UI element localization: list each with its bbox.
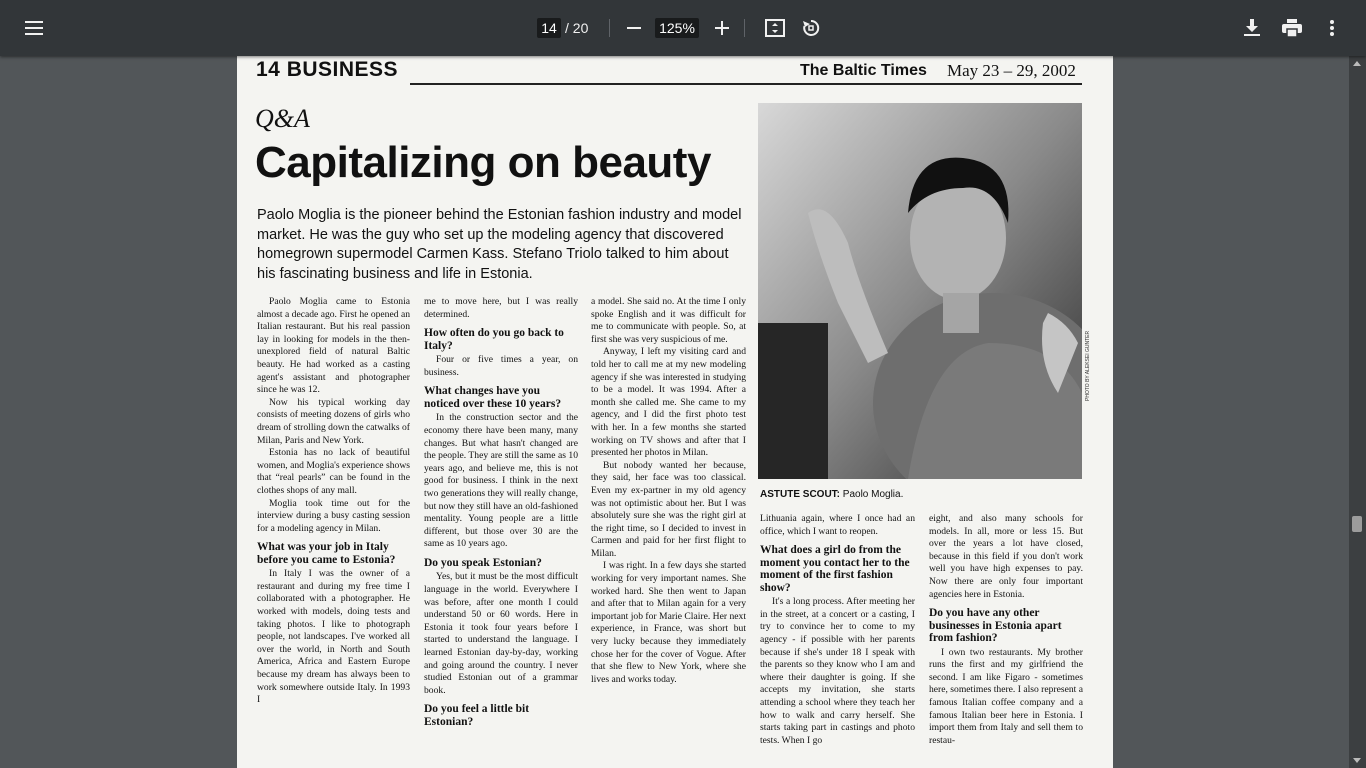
text-column-5: [929, 513, 1083, 747]
download-button[interactable]: [1238, 14, 1266, 42]
text-column-4: [760, 513, 915, 747]
toolbar-divider: [744, 19, 745, 37]
scrollbar-thumb[interactable]: [1352, 516, 1362, 532]
question-heading: Do you feel a little bit Estonian?: [424, 703, 530, 728]
fit-to-page-button[interactable]: [761, 14, 789, 42]
paragraph: Yes, but it must be the most difficult language in the world. Everywhere I was before, after one month I could understand 50 or 60 words. Here in Estonia it took four years before I started to understand the language. I learned Estonian day-by-day, working and going around the country. I never studied Estonian out of a grammar book.: [424, 571, 578, 696]
headline: Capitalizing on beauty: [255, 138, 711, 187]
paragraph: Estonia has no lack of beautiful women, and Moglia's experience shows that “real pearls” can be found in the clothes shops of any mall.: [257, 447, 410, 496]
minus-icon: [627, 21, 641, 35]
more-vert-icon: [1330, 20, 1334, 36]
paragraph: In the construction sector and the economy there have been many, many changes. But what hasn't changed are the people. They are still the same as 10 years ago, and believe me, this is not good for business. I think in the next two generations they will really change, but now they still have an old-fashioned mentality. Young people are a little different, but those over 30 are the same as 10 years ago.: [424, 412, 579, 550]
rotate-icon: [801, 18, 821, 38]
paragraph: Lithuania again, where I once had an office, which I want to reopen.: [760, 513, 915, 537]
download-icon: [1244, 19, 1260, 37]
fit-page-icon: [765, 19, 785, 37]
paragraph: Paolo Moglia came to Estonia almost a decade ago. First he opened an Italian restaurant. But his real passion lay in looking for models in the then-unexplored field of natural Baltic beauty. He had worked as a casting agent's assistant and photographer since he was 12.: [257, 296, 410, 396]
toolbar-divider: [609, 19, 610, 37]
caption-label: ASTUTE SCOUT:: [760, 489, 840, 500]
print-icon: [1282, 19, 1302, 37]
paragraph: I own two restaurants. My brother runs the first and my girlfriend the second. I am like Figaro - sometimes here, sometimes there. I also represent a famous Italian coffee company and a famous Italian beer here in Estonia. I import them from Italy and sell them to restau-: [929, 646, 1083, 746]
page-number-input[interactable]: 14: [537, 18, 561, 38]
more-options-button[interactable]: [1318, 14, 1346, 42]
paragraph: Moglia took time out for the interview during a busy casting session for a modeling agency in Milan.: [257, 497, 410, 534]
photo-image: [758, 103, 1082, 479]
text-column-1: [257, 296, 410, 707]
question-heading: What does a girl do from the moment you contact her to the moment of the first fashion show?: [760, 544, 910, 594]
paragraph: Anyway, I left my visiting card and told her to call me at my new modeling agency if she was interested in studying to be a model. It was 1994. After a month she called me. She came to my agency, and I did the first photo test with her. In a few months she started working on TV shows and after that I presented her photos in Milan.: [591, 346, 746, 459]
issue-date: May 23 – 29, 2002: [947, 61, 1076, 80]
paragraph: I was right. In a few days she started working for very important names. She worked hard. She then went to Japan and after that to Milan again for a very important job for Marie Claire. Her next experience, in France, was short but very lucky because they immediately chose her for the cover of Vogue. After that she flew to New York, where she lives and works today.: [591, 560, 746, 685]
paragraph: a model. She said no. At the time I only spoke English and it was difficult for me to communicate with people. So, at first she was very suspicious of me.: [591, 296, 746, 345]
zoom-out-button[interactable]: [620, 14, 648, 42]
paragraph: Now his typical working day consists of meeting dozens of girls who dream of strolling down the catwalks of Milan, Paris and New York.: [257, 396, 410, 446]
text-column-2: [424, 296, 578, 730]
photo-caption: [760, 489, 903, 500]
vertical-scrollbar[interactable]: [1349, 56, 1366, 768]
rotate-button[interactable]: [797, 14, 825, 42]
lead-paragraph: Paolo Moglia is the pioneer behind the Estonian fashion industry and model market. He was the guy who set up the modeling agency that discovered homegrown supermodel Carmen Kass. Stefano Triolo talked to him about his fascinating business and life in Estonia.: [257, 207, 742, 282]
question-heading: What changes have you noticed over these 10 years?: [424, 385, 562, 410]
paragraph: eight, and also many schools for models. In all, more or less 15. But over the years a lot have closed, because in this field if you don't work well you have high expenses to pay. Now there are only four important agencies here in Estonia.: [929, 513, 1083, 600]
page-count: / 20: [565, 20, 589, 36]
question-heading: How often do you go back to Italy?: [424, 327, 564, 352]
zoom-input[interactable]: 125%: [655, 18, 699, 38]
photo-credit: PHOTO BY ALEKSEI GUNTER: [1085, 330, 1091, 401]
publication-name: The Baltic Times: [800, 62, 927, 79]
portrait-photo: [758, 103, 1082, 479]
question-heading: Do you have any other businesses in Estonia apart from fashion?: [929, 607, 1062, 645]
question-heading: What was your job in Italy before you came to Estonia?: [257, 541, 396, 566]
section-header: 14 BUSINESS: [256, 58, 399, 81]
kicker: Q&A: [255, 104, 310, 133]
scroll-up-arrow-icon[interactable]: [1353, 61, 1361, 66]
paragraph: It's a long process. After meeting her in the street, at a concert or a casting, I try to convince her to come to my agency - if possible with her parents because if she's under 18 I speak with the parents so they know who I am and where their daughter is going. If she accepts my invitation, she starts attending a school where they teach her how to walk and carry herself. She starts taking part in castings and photo tests. When I go: [760, 596, 915, 746]
pdf-toolbar: [0, 0, 1366, 56]
plus-icon: [715, 21, 729, 35]
menu-icon: [25, 21, 43, 35]
paragraph: But nobody wanted her because, they said, her face was too classical. Even my ex-partner in my old agency was not optimistic about her. But I was absolutely sure she was the right girl at the right time, so I decided to invest in Carmen and paid for her first flight to Milan.: [591, 459, 746, 559]
print-button[interactable]: [1278, 14, 1306, 42]
caption-text: Paolo Moglia.: [842, 489, 904, 500]
menu-button[interactable]: [16, 10, 52, 46]
text-column-3: [591, 296, 746, 686]
paragraph: In Italy I was the owner of a restaurant and during my free time I collaborated with a photographer. He worked with models, doing tests and taking photos. I like to photograph people, not landscapes. I've worked all over the world, in North and South America, Africa and Eastern Europe because my dream has always been to work somewhere outside Italy. In 1993 I: [257, 568, 410, 706]
paragraph: Four or five times a year, on business.: [424, 354, 578, 378]
paragraph: me to move here, but I was really determined.: [424, 296, 578, 320]
zoom-in-button[interactable]: [708, 14, 736, 42]
scroll-down-arrow-icon[interactable]: [1353, 758, 1361, 763]
question-heading: Do you speak Estonian?: [424, 556, 542, 569]
header-rule: [410, 83, 1082, 85]
pdf-page: [237, 56, 1113, 768]
